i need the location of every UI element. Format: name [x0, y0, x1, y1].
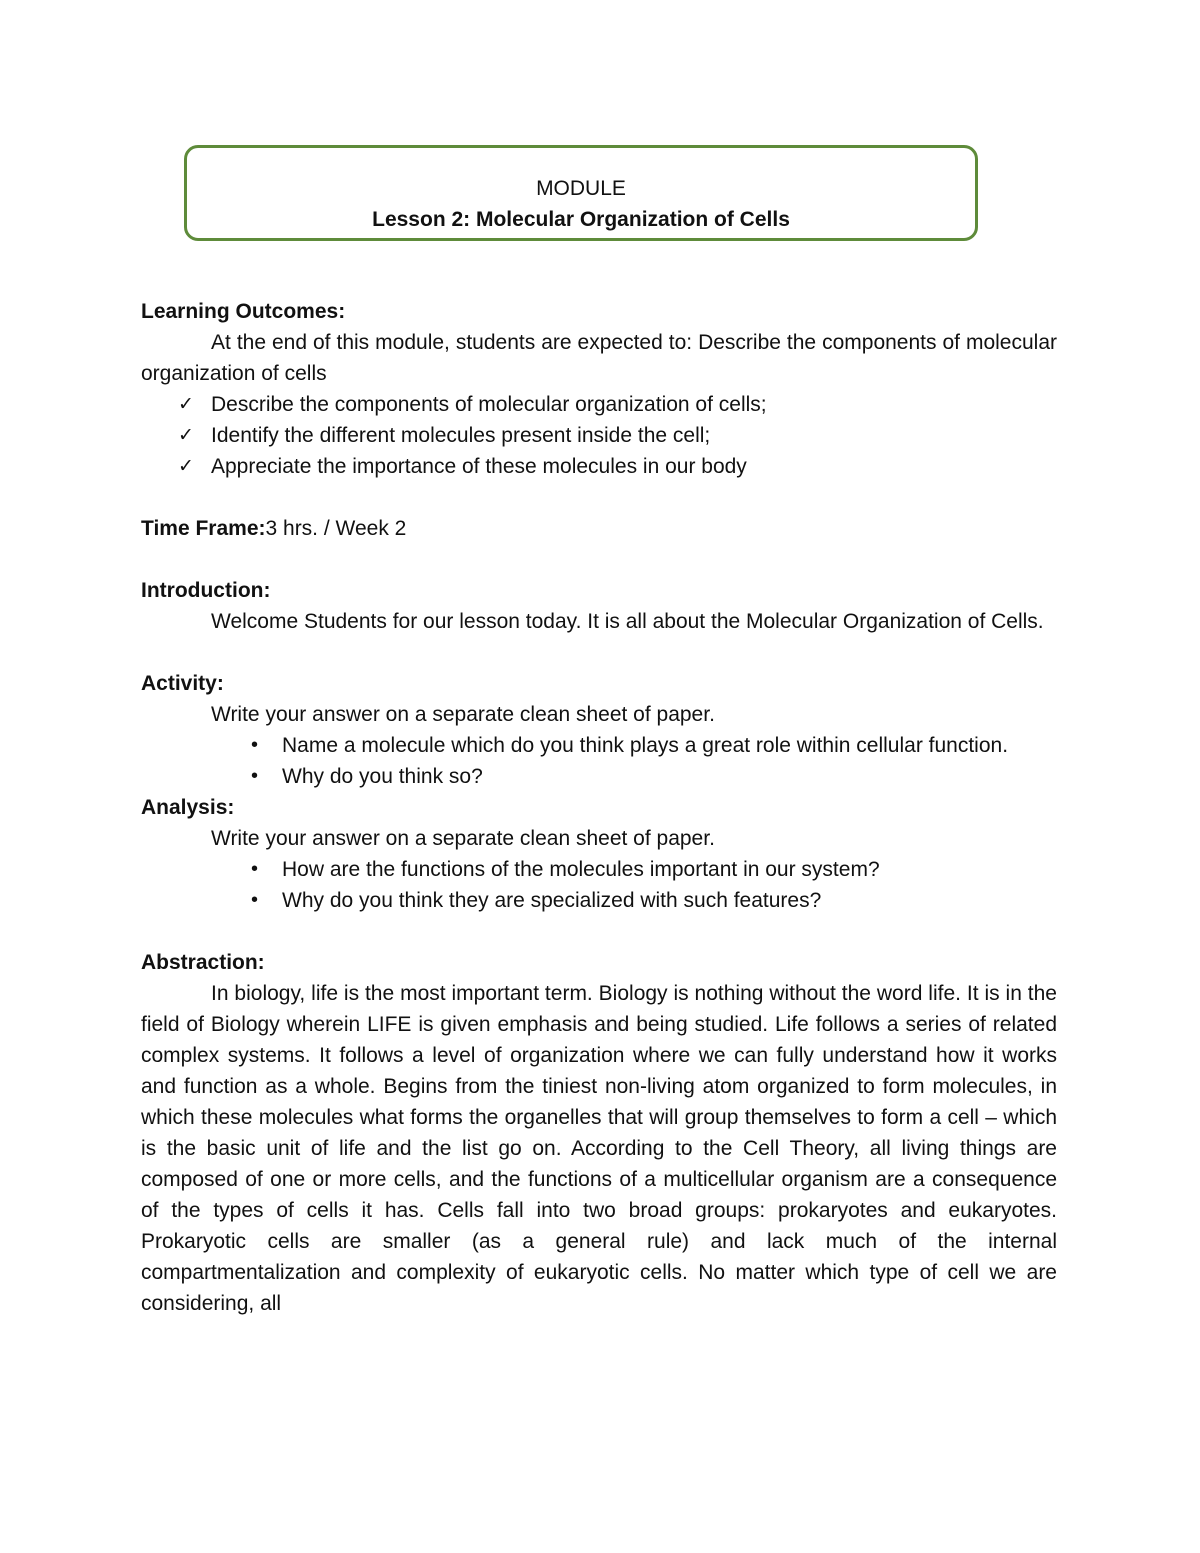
outcome-text: Appreciate the importance of these molecules in our body [211, 455, 747, 478]
time-frame-line [141, 513, 1057, 544]
module-title-box [184, 145, 978, 241]
checkmark-icon: ✓ [178, 424, 194, 446]
bullet-icon: • [251, 734, 259, 756]
list-item [141, 451, 1057, 482]
activity-heading: Activity: [141, 672, 224, 695]
bullet-icon: • [251, 765, 259, 787]
list-item [141, 761, 1057, 792]
list-item [141, 420, 1057, 451]
introduction-text: Welcome Students for our lesson today. It is all about the Molecular Organization of Cells. [211, 610, 1044, 633]
learning-outcomes-intro: At the end of this module, students are expected to: Describe the components of molecular organization of cells [141, 331, 1057, 385]
time-frame-label: Time Frame: [141, 517, 266, 540]
checkmark-icon: ✓ [178, 393, 194, 415]
activity-list [141, 730, 1057, 792]
activity-item-text: Why do you think so? [282, 765, 483, 788]
bullet-icon: • [251, 889, 259, 911]
checkmark-icon: ✓ [178, 455, 194, 477]
lesson-title: Lesson 2: Molecular Organization of Cells [372, 208, 790, 231]
analysis-list [141, 854, 1057, 916]
analysis-item-text: Why do you think they are specialized with such features? [282, 889, 822, 912]
module-label: MODULE [536, 177, 626, 200]
list-item [141, 854, 1057, 885]
learning-outcomes-heading: Learning Outcomes: [141, 300, 346, 323]
abstraction-heading: Abstraction: [141, 951, 265, 974]
activity-instruction: Write your answer on a separate clean sheet of paper. [211, 703, 715, 726]
analysis-instruction: Write your answer on a separate clean sheet of paper. [211, 827, 715, 850]
list-item [141, 389, 1057, 420]
activity-item-text: Name a molecule which do you think plays a great role within cellular function. [282, 734, 1009, 757]
list-item [141, 730, 1057, 761]
introduction-heading: Introduction: [141, 579, 271, 602]
outcome-text: Describe the components of molecular organization of cells; [211, 393, 767, 416]
list-item [141, 885, 1057, 916]
bullet-icon: • [251, 858, 259, 880]
outcome-text: Identify the different molecules present inside the cell; [211, 424, 711, 447]
learning-outcomes-list [141, 389, 1057, 482]
abstraction-text: In biology, life is the most important term. Biology is nothing without the word life. It is in the field of Biology wherein LIFE is given emphasis and being studied. Life follows a series of related complex systems. It follows a level of organization where we can fully understand how it works and function as a whole. Begins from the tiniest non-living atom organized to form molecules, in which these molecules what forms the organelles that will group themselves to form a cell – which is the basic unit of life and the list go on. According to the Cell Theory, all living things are composed of one or more cells, and the functions of a multicellular organism are a consequence of the types of cells it has. Cells fall into two broad groups: prokaryotes and eukaryotes. Prokaryotic cells are smaller (as a general rule) and lack much of the internal compartmentalization and complexity of eukaryotic cells. No matter which type of cell we are considering, all [141, 982, 1057, 1315]
document-body [141, 296, 1057, 1319]
analysis-item-text: How are the functions of the molecules important in our system? [282, 858, 880, 881]
analysis-heading: Analysis: [141, 796, 235, 819]
time-frame-value: 3 hrs. / Week 2 [265, 517, 407, 540]
